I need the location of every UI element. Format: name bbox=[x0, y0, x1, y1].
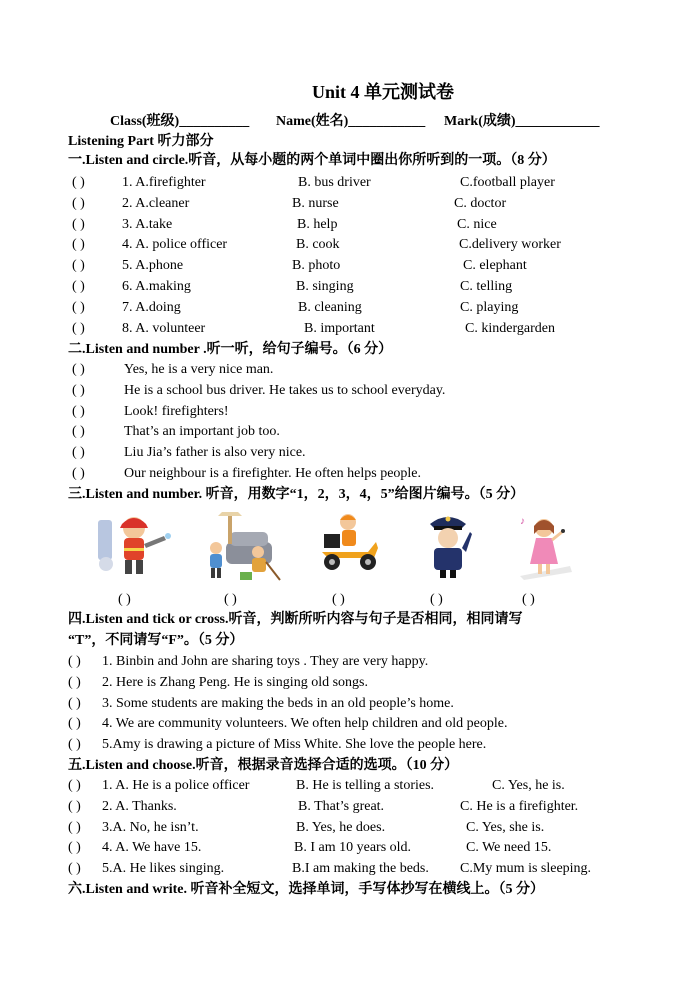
answer-blank[interactable]: ( ) bbox=[72, 237, 85, 253]
class-field[interactable]: Class(班级)__________ bbox=[110, 114, 250, 129]
delivery-worker-picture bbox=[318, 512, 384, 574]
answer-blank[interactable]: ( ) bbox=[72, 299, 85, 315]
sentence: 2. Here is Zhang Peng. He is singing old songs. bbox=[102, 674, 368, 690]
sentence: 1. Binbin and John are sharing toys . They are very happy. bbox=[102, 654, 429, 669]
answer-blank[interactable]: ( ) bbox=[68, 716, 81, 732]
question-row bbox=[72, 299, 632, 317]
question-row bbox=[68, 736, 632, 754]
option-a: 5. A.phone bbox=[122, 258, 184, 274]
answer-blank[interactable]: ( ) bbox=[68, 778, 81, 793]
sentence: Look! firefighters! bbox=[124, 403, 229, 419]
question-row bbox=[68, 777, 632, 795]
question-row bbox=[68, 653, 632, 671]
question-row bbox=[72, 423, 632, 441]
singing-girl-picture bbox=[514, 512, 574, 582]
option-b: B. That’s great. bbox=[298, 798, 385, 814]
answer-blank[interactable]: ( ) bbox=[72, 279, 85, 294]
option-b: B. nurse bbox=[292, 195, 339, 211]
option-b: B. photo bbox=[292, 258, 341, 274]
answer-blank[interactable]: ( ) bbox=[72, 362, 85, 377]
option-b: B. cook bbox=[296, 237, 340, 253]
option-c: C. We need 15. bbox=[466, 840, 552, 856]
question-row bbox=[68, 715, 632, 733]
picture1-answer[interactable]: ( ) bbox=[118, 592, 131, 607]
page-title: Unit 4 单元测试卷 bbox=[311, 82, 454, 102]
option-a: 1. A. He is a police officer bbox=[102, 778, 250, 793]
section6-heading: 六.Listen and write. 听音补全短文，选择单词，手写体抄写在横线上。（5 分） bbox=[68, 882, 544, 897]
answer-blank[interactable]: ( ) bbox=[68, 695, 81, 711]
mark-field[interactable]: Mark(成绩)____________ bbox=[444, 114, 600, 129]
question-row bbox=[68, 798, 632, 816]
question-row bbox=[72, 320, 632, 338]
answer-blank[interactable]: ( ) bbox=[68, 737, 81, 753]
name-field[interactable]: Name(姓名)___________ bbox=[276, 114, 426, 129]
option-a: 1. A.firefighter bbox=[122, 175, 206, 190]
option-a: 4. A. police officer bbox=[122, 237, 228, 253]
question-row bbox=[72, 257, 632, 275]
option-b: B. cleaning bbox=[298, 299, 362, 315]
option-c: C.delivery worker bbox=[459, 237, 561, 253]
svg-text:♪: ♪ bbox=[520, 516, 525, 527]
answer-blank[interactable]: ( ) bbox=[72, 403, 85, 419]
option-a: 8. A. volunteer bbox=[122, 320, 206, 336]
answer-blank[interactable]: ( ) bbox=[72, 424, 85, 440]
sentence: That’s an important job too. bbox=[124, 424, 280, 440]
option-a: 2. A. Thanks. bbox=[102, 798, 177, 814]
section5-heading: 五.Listen and choose.听音，根据录音选择合适的选项。（10 分） bbox=[68, 758, 459, 773]
question-row bbox=[72, 174, 632, 192]
option-b: B.I am making the beds. bbox=[292, 861, 429, 877]
cleaning-picture bbox=[200, 512, 286, 584]
sentence: Yes, he is a very nice man. bbox=[124, 362, 274, 377]
answer-blank[interactable]: ( ) bbox=[68, 861, 81, 877]
answer-blank[interactable]: ( ) bbox=[72, 320, 85, 336]
question-row bbox=[72, 382, 632, 400]
answer-blank[interactable]: ( ) bbox=[72, 382, 85, 398]
option-c: C.football player bbox=[460, 175, 555, 190]
section1-heading: 一.Listen and circle.听音，从每小题的两个单词中圈出你所听到的一项。（8 分） bbox=[68, 153, 556, 168]
option-a: 5.A. He likes singing. bbox=[102, 861, 225, 877]
option-a: 2. A.cleaner bbox=[122, 195, 190, 211]
sentence: Our neighbour is a firefighter. He often helps people. bbox=[124, 466, 422, 481]
question-row bbox=[68, 839, 632, 857]
sentence: Liu Jia’s father is also very nice. bbox=[124, 445, 306, 461]
option-c: C. telling bbox=[460, 279, 513, 294]
question-row bbox=[72, 361, 632, 379]
question-row bbox=[72, 195, 632, 213]
answer-blank[interactable]: ( ) bbox=[72, 216, 85, 232]
option-c: C. nice bbox=[457, 216, 497, 232]
answer-blank[interactable]: ( ) bbox=[72, 445, 85, 461]
sentence: 4. We are community volunteers. We often help children and old people. bbox=[102, 716, 508, 732]
picture4-answer[interactable]: ( ) bbox=[430, 592, 443, 607]
option-c: C. He is a firefighter. bbox=[460, 798, 579, 814]
answer-blank[interactable]: ( ) bbox=[68, 819, 81, 835]
section4-heading-line2: “T”，不同请写“F”。（5 分） bbox=[68, 633, 244, 648]
question-row bbox=[68, 674, 632, 692]
answer-blank[interactable]: ( ) bbox=[72, 175, 85, 190]
picture3-answer[interactable]: ( ) bbox=[332, 592, 345, 607]
option-a: 7. A.doing bbox=[122, 299, 181, 315]
option-b: B. He is telling a stories. bbox=[296, 778, 435, 793]
question-row bbox=[72, 216, 632, 234]
answer-blank[interactable]: ( ) bbox=[68, 674, 81, 690]
sentence: He is a school bus driver. He takes us to school everyday. bbox=[124, 382, 446, 398]
picture-row bbox=[90, 512, 610, 584]
answer-blank[interactable]: ( ) bbox=[72, 258, 85, 274]
option-c: C. Yes, she is. bbox=[466, 819, 545, 835]
option-c: C. doctor bbox=[454, 195, 507, 211]
question-row bbox=[68, 819, 632, 837]
section4-heading-line1: 四.Listen and tick or cross.听音，判断所听内容与句子是否相同，相同请写 bbox=[68, 612, 523, 627]
question-row bbox=[72, 236, 632, 254]
answer-blank[interactable]: ( ) bbox=[72, 195, 85, 211]
section3-heading: 三.Listen and number. 听音，用数字“1，2，3，4，5”给图片编号。（5 分） bbox=[68, 487, 525, 502]
option-a: 4. A. We have 15. bbox=[102, 840, 202, 856]
option-a: 6. A.making bbox=[122, 279, 191, 294]
option-b: B. I am 10 years old. bbox=[294, 840, 412, 856]
police-officer-picture bbox=[422, 512, 474, 580]
question-row bbox=[68, 695, 632, 713]
option-c: C. kindergarden bbox=[465, 320, 555, 336]
section2-heading: 二.Listen and number .听一听，给句子编号。（6 分） bbox=[68, 342, 393, 357]
option-b: B. bus driver bbox=[298, 175, 371, 190]
picture2-answer[interactable]: ( ) bbox=[224, 592, 237, 607]
option-a: 3. A.take bbox=[122, 216, 173, 232]
sentence: 5.Amy is drawing a picture of Miss White. She love the people here. bbox=[102, 737, 487, 753]
answer-blank[interactable]: ( ) bbox=[68, 654, 81, 669]
option-c: C. elephant bbox=[463, 258, 527, 274]
listening-part-heading: Listening Part 听力部分 bbox=[68, 134, 214, 149]
option-b: B. singing bbox=[296, 279, 354, 294]
option-c: C. Yes, he is. bbox=[492, 778, 565, 793]
sentence: 3. Some students are making the beds in an old people’s home. bbox=[102, 695, 454, 711]
question-row bbox=[72, 465, 632, 483]
answer-blank[interactable]: ( ) bbox=[68, 798, 81, 814]
option-b: B. help bbox=[297, 216, 338, 232]
question-row bbox=[68, 860, 632, 878]
option-c: C. playing bbox=[460, 299, 519, 315]
answer-blank[interactable]: ( ) bbox=[68, 840, 81, 856]
question-row bbox=[72, 403, 632, 421]
question-row bbox=[72, 444, 632, 462]
firefighter-picture bbox=[94, 512, 172, 582]
picture5-answer[interactable]: ( ) bbox=[522, 592, 535, 607]
option-b: B. important bbox=[304, 320, 375, 336]
answer-blank[interactable]: ( ) bbox=[72, 466, 85, 481]
option-a: 3.A. No, he isn’t. bbox=[102, 819, 199, 835]
student-info-row bbox=[72, 113, 632, 131]
option-c: C.My mum is sleeping. bbox=[460, 861, 592, 877]
option-b: B. Yes, he does. bbox=[296, 819, 386, 835]
question-row bbox=[72, 278, 632, 296]
